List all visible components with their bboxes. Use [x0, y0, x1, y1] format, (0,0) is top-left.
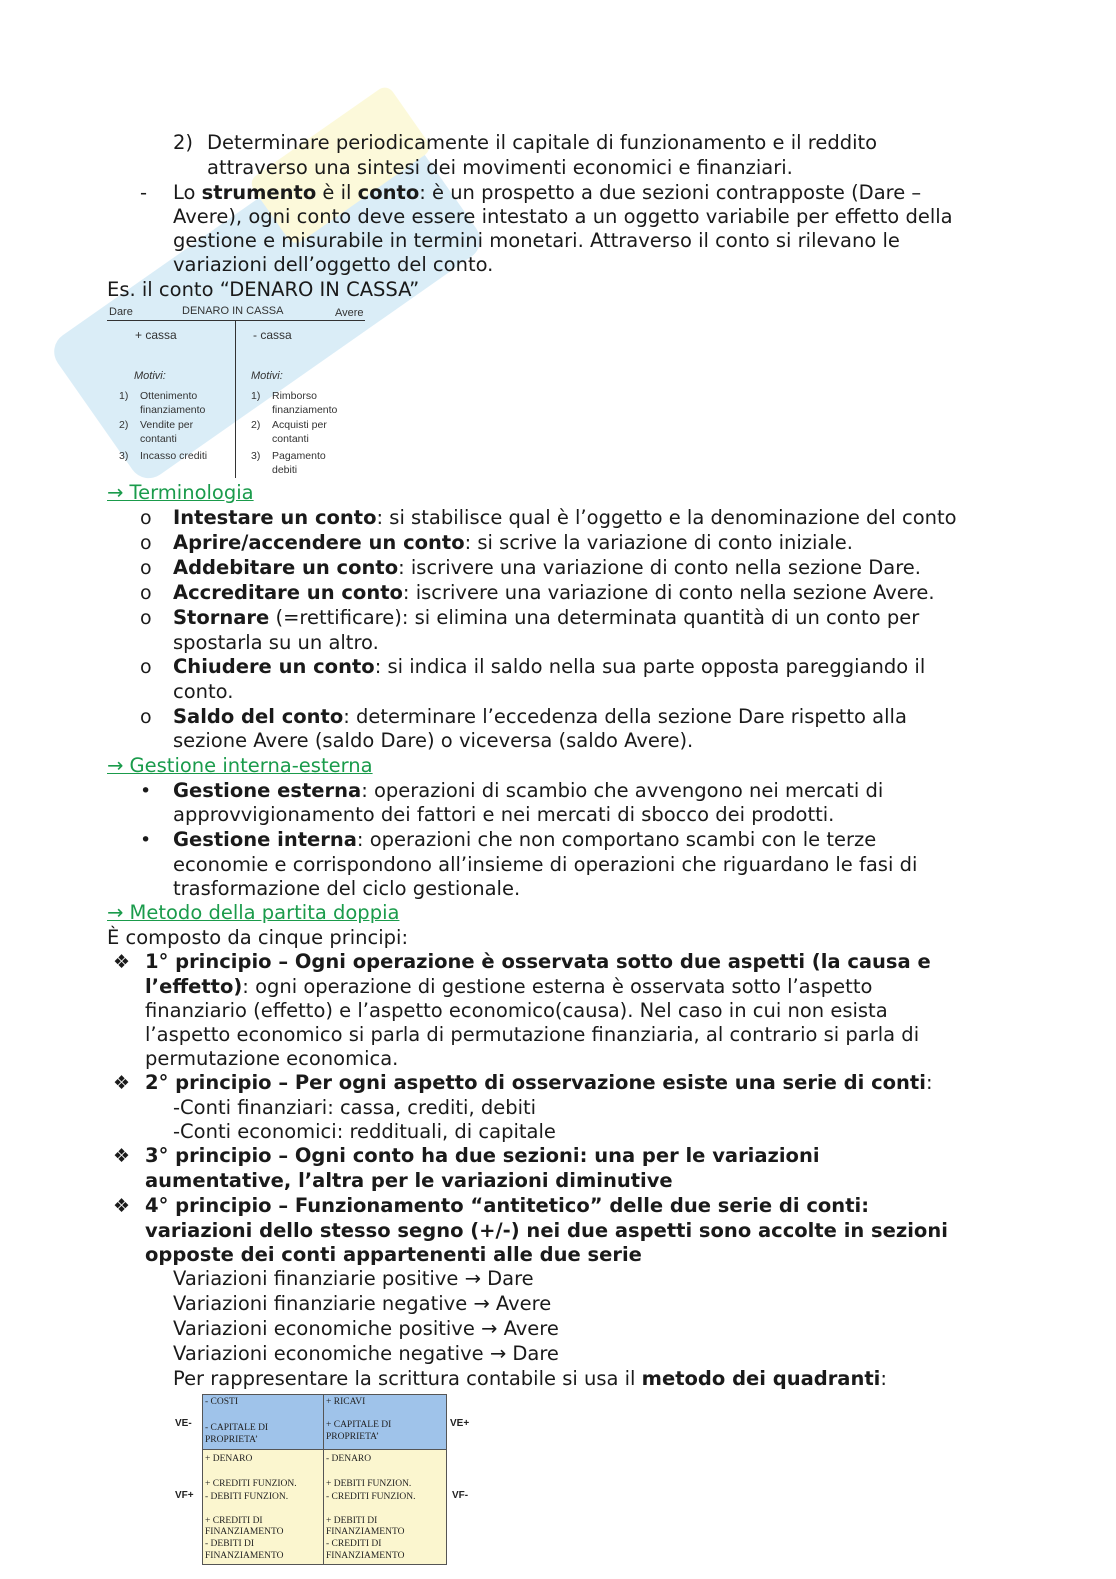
- term-item-cont: sezione Avere (saldo Dare) o viceversa (saldo Avere).: [173, 729, 694, 752]
- conto-item: Incasso crediti: [140, 450, 208, 462]
- conto-dare: Dare: [109, 306, 133, 318]
- quad-cell: - COSTI: [205, 1397, 238, 1407]
- term-item: Intestare un conto: si stabilisce qual è l’oggetto e la denominazione del conto: [173, 506, 957, 529]
- metodo-link[interactable]: → Metodo della partita doppia: [107, 901, 400, 924]
- conto-minus: - cassa: [253, 328, 292, 342]
- conto-item: 1): [251, 390, 261, 402]
- term-item-cont: spostarla su un altro.: [173, 631, 379, 654]
- conto-item: debiti: [272, 464, 298, 476]
- bullet-dot: •: [140, 829, 152, 851]
- quad-cell: + CREDITI DI: [205, 1516, 263, 1526]
- diamond-bullet: ❖: [113, 1195, 131, 1217]
- bullet-o: o: [140, 507, 152, 529]
- quad-cell: + DEBITI DI: [326, 1516, 378, 1526]
- text-line: finanziario (effetto) e l’aspetto economico(causa). Nel caso in cui non esista: [145, 999, 888, 1022]
- quad-cell: + RICAVI: [326, 1397, 366, 1407]
- quad-cell: - DEBITI FUNZION.: [205, 1492, 289, 1502]
- example-label: Es. il conto “DENARO IN CASSA”: [107, 278, 420, 301]
- conto-item: Acquisti per: [272, 419, 327, 431]
- bullet-o: o: [140, 582, 152, 604]
- term-item: Accreditare un conto: iscrivere una variazione di conto nella sezione Avere.: [173, 581, 935, 604]
- conto-plus: + cassa: [135, 328, 177, 342]
- gestione-link[interactable]: → Gestione interna-esterna: [107, 754, 373, 777]
- term-item: Stornare (=rettificare): si elimina una determinata quantità di un conto per: [173, 606, 920, 629]
- diamond-bullet: ❖: [113, 1145, 131, 1167]
- text-line: attraverso una sintesi dei movimenti economici e finanziari.: [207, 156, 793, 179]
- principle-title: variazioni dello stesso segno (+/-) nei due aspetti sono accolte in sezioni: [145, 1219, 948, 1242]
- text-line: permutazione economica.: [145, 1047, 399, 1070]
- term-item: Addebitare un conto: iscrivere una variazione di conto nella sezione Dare.: [173, 556, 921, 579]
- text-line: trasformazione del ciclo gestionale.: [173, 877, 521, 900]
- conto-item: Pagamento: [272, 450, 326, 462]
- conto-item: 3): [119, 450, 129, 462]
- principle-title: 3° principio – Ogni conto ha due sezioni: una per le variazioni: [145, 1144, 820, 1167]
- term-item: Chiudere un conto: si indica il saldo nella sua parte opposta pareggiando il: [173, 655, 926, 678]
- conto-figure: [107, 305, 372, 480]
- text-line: -Conti economici: reddituali, di capitale: [173, 1120, 556, 1143]
- quad-cell: FINANZIAMENTO: [205, 1551, 284, 1561]
- quad-cell: FINANZIAMENTO: [205, 1527, 284, 1537]
- conto-item: contanti: [140, 433, 177, 445]
- conto-motivi: Motivi:: [134, 370, 166, 382]
- variation-line: Variazioni finanziarie negative → Avere: [173, 1292, 552, 1315]
- quad-cell: - DEBITI DI: [205, 1539, 255, 1549]
- conto-item: 1): [119, 390, 129, 402]
- quad-cell: + CREDITI FUNZION.: [205, 1479, 297, 1489]
- text-line: Lo strumento è il conto: è un prospetto a due sezioni contrapposte (Dare –: [173, 181, 922, 204]
- text-line: approvvigionamento dei fattori e nei mercati di sbocco dei prodotti.: [173, 803, 835, 826]
- variation-line: Variazioni economiche positive → Avere: [173, 1317, 559, 1340]
- principle-title: opposte dei conti appartenenti alle due serie: [145, 1243, 642, 1266]
- text-line: Determinare periodicamente il capitale di funzionamento e il reddito: [207, 131, 878, 154]
- text-line: l’effetto): ogni operazione di gestione esterna è osservata sotto l’aspetto: [145, 975, 873, 998]
- dash-bullet: -: [140, 181, 148, 204]
- text-line: l’aspetto economico si parla di permutazione finanziaria, al contrario si parla di: [145, 1023, 920, 1046]
- conto-item: 2): [251, 419, 261, 431]
- gestione-item: Gestione esterna: operazioni di scambio che avvengono nei mercati di: [173, 779, 884, 802]
- quad-cell: - DENARO: [326, 1454, 372, 1464]
- label-ve-minus: VE-: [175, 1418, 192, 1429]
- term-item: Saldo del conto: determinare l’eccedenza della sezione Dare rispetto alla: [173, 705, 907, 728]
- bullet-dot: •: [140, 780, 152, 802]
- conto-item: 3): [251, 450, 261, 462]
- variation-line: Variazioni economiche negative → Dare: [173, 1342, 559, 1365]
- conto-item: finanziamento: [140, 404, 206, 416]
- terminologia-link[interactable]: → Terminologia: [107, 481, 254, 504]
- quad-cell: - CREDITI FUNZION.: [326, 1492, 416, 1502]
- diamond-bullet: ❖: [113, 1072, 131, 1094]
- bullet-o: o: [140, 656, 152, 678]
- text-line: Per rappresentare la scrittura contabile si usa il metodo dei quadranti:: [173, 1367, 887, 1390]
- conto-item: Ottenimento: [140, 390, 198, 402]
- text-line: Avere), ogni conto deve essere intestato a un oggetto variabile per effetto della: [173, 205, 953, 228]
- variation-line: Variazioni finanziarie positive → Dare: [173, 1267, 534, 1290]
- principle-title: 1° principio – Ogni operazione è osservata sotto due aspetti (la causa e: [145, 950, 931, 973]
- text-line: È composto da cinque principi:: [107, 926, 409, 949]
- bullet-o: o: [140, 532, 152, 554]
- quad-cell: - CAPITALE DI: [205, 1423, 269, 1433]
- diamond-bullet: ❖: [113, 951, 131, 973]
- text-line: gestione e misurabile in termini monetari. Attraverso il conto si rilevano le: [173, 229, 900, 252]
- label-ve-plus: VE+: [450, 1418, 470, 1429]
- conto-motivi: Motivi:: [251, 370, 283, 382]
- bullet-o: o: [140, 557, 152, 579]
- term-item: Aprire/accendere un conto: si scrive la variazione di conto iniziale.: [173, 531, 853, 554]
- quad-cell: FINANZIAMENTO: [326, 1551, 405, 1561]
- quad-cell: PROPRIETA’: [205, 1435, 259, 1445]
- quad-cell: PROPRIETA’: [326, 1432, 380, 1442]
- quad-cell: - CREDITI DI: [326, 1539, 382, 1549]
- quadranti-figure: [170, 1392, 480, 1567]
- conto-avere: Avere: [335, 307, 364, 319]
- principle-title: aumentative, l’altra per le variazioni diminutive: [145, 1169, 673, 1192]
- text-line: -Conti finanziari: cassa, crediti, debiti: [173, 1096, 537, 1119]
- conto-title: DENARO IN CASSA: [182, 305, 284, 317]
- term-item-cont: conto.: [173, 680, 234, 703]
- list-number: 2): [173, 131, 194, 154]
- principle-title: 4° principio – Funzionamento “antitetico” delle due serie di conti:: [145, 1194, 869, 1217]
- label-vf-minus: VF-: [452, 1490, 469, 1501]
- quad-cell: + DEBITI FUNZION.: [326, 1479, 412, 1489]
- conto-item: Rimborso: [272, 390, 317, 402]
- conto-item: 2): [119, 419, 129, 431]
- gestione-item: Gestione interna: operazioni che non comportano scambi con le terze: [173, 828, 877, 851]
- text-line: economie e corrispondono all’insieme di operazioni che riguardano le fasi di: [173, 853, 918, 876]
- label-vf-plus: VF+: [175, 1490, 194, 1501]
- conto-item: contanti: [272, 433, 309, 445]
- principle-title: 2° principio – Per ogni aspetto di osservazione esiste una serie di conti:: [145, 1071, 933, 1094]
- conto-item: finanziamento: [272, 404, 338, 416]
- quad-cell: + CAPITALE DI: [326, 1420, 392, 1430]
- text-line: variazioni dell’oggetto del conto.: [173, 253, 494, 276]
- bullet-o: o: [140, 706, 152, 728]
- conto-item: Vendite per: [140, 419, 194, 431]
- quad-cell: + DENARO: [205, 1454, 253, 1464]
- quad-cell: FINANZIAMENTO: [326, 1527, 405, 1537]
- bullet-o: o: [140, 607, 152, 629]
